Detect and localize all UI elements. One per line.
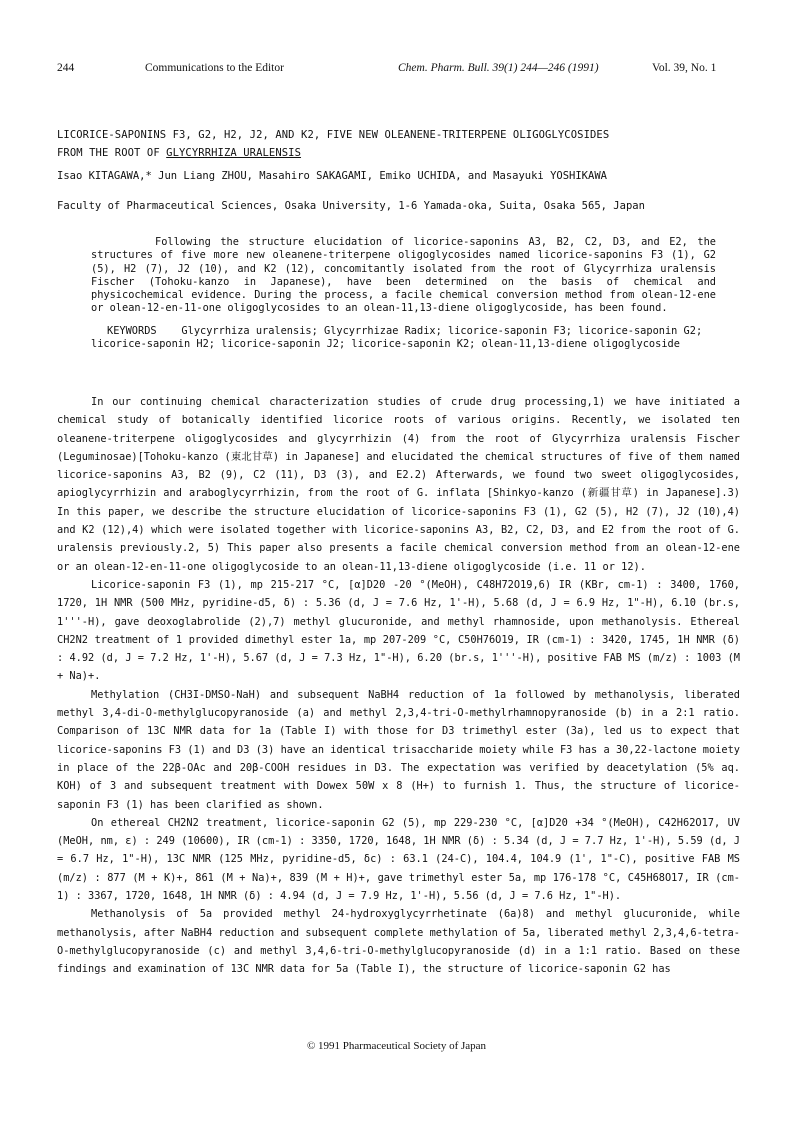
author-list: Isao KITAGAWA,* Jun Liang ZHOU, Masahiro SAKAGAMI, Emiko UCHIDA, and Masayuki YOSHIKAWA — [57, 170, 607, 182]
keywords-list: Glycyrrhiza uralensis; Glycyrrhizae Radix; licorice-saponin F3; licorice-saponin G2; licorice-saponin H2; licorice-saponin J2; licorice-saponin K2; olean-11,13-diene oligoglycoside — [91, 325, 703, 351]
page-number: 244 — [57, 62, 75, 74]
title-line-1: LICORICE-SAPONINS F3, G2, H2, J2, AND K2, FIVE NEW OLEANENE-TRITERPENE OLIGOGLYCOSIDES — [57, 129, 610, 141]
body-paragraph: Licorice-saponin F3 (1), mp 215-217 °C, [α]D20 -20 °(MeOH), C48H72O19,6) IR (KBr, cm-1) : 3400, 1760, 1720, 1H NMR (500 MHz, pyridine-d5, δ) : 5.36 (d, J = 7.6 Hz, 1'-H), 5.68 (d, J = 6.9 Hz, 1"-H), 6.10 (br.s, 1'''-H), gave deoxoglabrolide (2),7) methyl glucuronide, and methyl rhamnoside, upon methanolysis. Ethereal CH2N2 treatment of 1 provided dimethyl ester 1a, mp 207-209 °C, C50H76O19, IR (cm-1) : 3420, 1745, 1H NMR (δ) : 4.92 (d, J = 7.2 Hz, 1'-H), 5.67 (d, J = 7.3 Hz, 1"-H), 6.20 (br.s, 1'''-H), positive FAB MS (m/z) : 1003 (M + Na)+. — [57, 578, 740, 683]
keywords — [91, 325, 716, 352]
volume-issue: Vol. 39, No. 1 — [652, 62, 717, 74]
section-name: Communications to the Editor — [145, 62, 284, 74]
body-paragraph: Methanolysis of 5a provided methyl 24-hydroxyglycyrrhetinate (6a)8) and methyl glucuronide, while methanolysis, after NaBH4 reduction and subsequent complete methylation of 5a, liberated methyl 2,3,4,6-tetra-O-methylglucopyranoside (c) and methyl 3,4,6-tri-O-methylglucopyranoside (d) in a 1:1 ratio. Based on these findings and examination of 13C NMR data for 5a (Table I), the structure of licorice-saponin G2 has — [57, 908, 740, 976]
affiliation: Faculty of Pharmaceutical Sciences, Osaka University, 1-6 Yamada-oka, Suita, Osaka 565, Japan — [57, 200, 645, 212]
body-paragraph: On ethereal CH2N2 treatment, licorice-saponin G2 (5), mp 229-230 °C, [α]D20 +34 °(MeOH), C42H62O17, UV (MeOH, nm, ε) : 249 (10600), IR (cm-1) : 3350, 1720, 1648, 1H NMR (δ) : 5.34 (d, J = 7.7 Hz, 1'-H), 5.59 (d, J = 6.7 Hz, 1"-H), 13C NMR (125 MHz, pyridine-d5, δc) : 63.1 (24-C), 104.4, 104.9 (1', 1"-C), positive FAB MS (m/z) : 877 (M + K)+, 861 (M + Na)+, 839 (M + H)+, gave trimethyl ester 5a, mp 176-178 °C, C45H68O17, IR (cm-1) : 3367, 1720, 1648, 1H NMR (δ) : 4.94 (d, J = 7.9 Hz, 1'-H), 5.56 (d, J = 7.6 Hz, 1"-H). — [57, 816, 740, 903]
article-title — [57, 126, 757, 162]
abstract: Following the structure elucidation of licorice-saponins A3, B2, C2, D3, and E2, the structures of five more new oleanene-triterpene oligoglycosides named licorice-saponins F3 (1), G2 (5), H2 (7), J2 (10), and K2 (12), concomitantly isolated from the root of Glycyrrhiza uralensis Fischer (Tohoku-kanzo in Japanese), have been determined on the basis of chemical and physicochemical evidence. During the process, a facile chemical conversion method from olean-12-ene or olean-12-en-11-one oligoglycosides to an olean-11,13-diene oligoglycoside, has been found. — [91, 236, 716, 315]
article-body — [57, 393, 740, 979]
species-name: GLYCYRRHIZA URALENSIS — [166, 147, 302, 159]
body-paragraph: In our continuing chemical characterization studies of crude drug processing,1) we have initiated a chemical study of botanically identified licorice roots of various origins. Recently, we isolated ten oleanene-triterpene oligoglycosides and glycyrrhizin (4) from the root of Glycyrrhiza uralensis Fischer (Leguminosae)[Tohoku-kanzo (東北甘草) in Japanese] and elucidated the chemical structures of five of them named licorice-saponins A3, B2 (9), C2 (11), D3 (3), and E2.2) Afterwards, we found two sweet oligoglycosides, apioglycyrrhizin and araboglycyrrhizin, from the root of G. inflata [Shinkyo-kanzo (新疆甘草) in Japanese].3) In this paper, we describe the structure elucidation of licorice-saponins F3 (1), G2 (5), H2 (7), J2 (10),4) and K2 (12),4) which were isolated together with licorice-saponins A3, B2, C2, D3, and E2 from the root of G. uralensis previously.2, 5) This paper also presents a facile chemical conversion method from an olean-12-ene or an olean-12-en-11-one oligoglycoside to an olean-11,13-diene oligoglycoside (i.e. 11 or 12). — [57, 396, 740, 573]
body-paragraph: Methylation (CH3I-DMSO-NaH) and subsequent NaBH4 reduction of 1a followed by methanolysis, liberated methyl 3,4-di-O-methylglucopyranoside (a) and methyl 2,3,4-tri-O-methylrhamnopyranoside (b) in a 2:1 ratio. Comparison of 13C NMR data for 1a (Table I) with those for D3 trimethyl ester (3a), led us to expect that licorice-saponins F3 (1) and D3 (3) have an identical trisaccharide moiety while F3 has a 30,22-lactone moiety in place of the 22β-OAc and 20β-COOH residues in D3. The expectation was verified by deacetylation (5% aq. KOH) of 3 and subsequent treatment with Dowex 50W x 8 (H+) to furnish 1. Thus, the structure of licorice-saponin F3 (1) has been clarified as shown. — [57, 688, 740, 811]
title-line-2: FROM THE ROOT OF GLYCYRRHIZA URALENSIS — [57, 147, 302, 159]
copyright-notice: © 1991 Pharmaceutical Society of Japan — [306, 1040, 487, 1052]
keywords-label: KEYWORDS — [107, 325, 157, 337]
journal-citation: Chem. Pharm. Bull. 39(1) 244—246 (1991) — [398, 62, 599, 74]
